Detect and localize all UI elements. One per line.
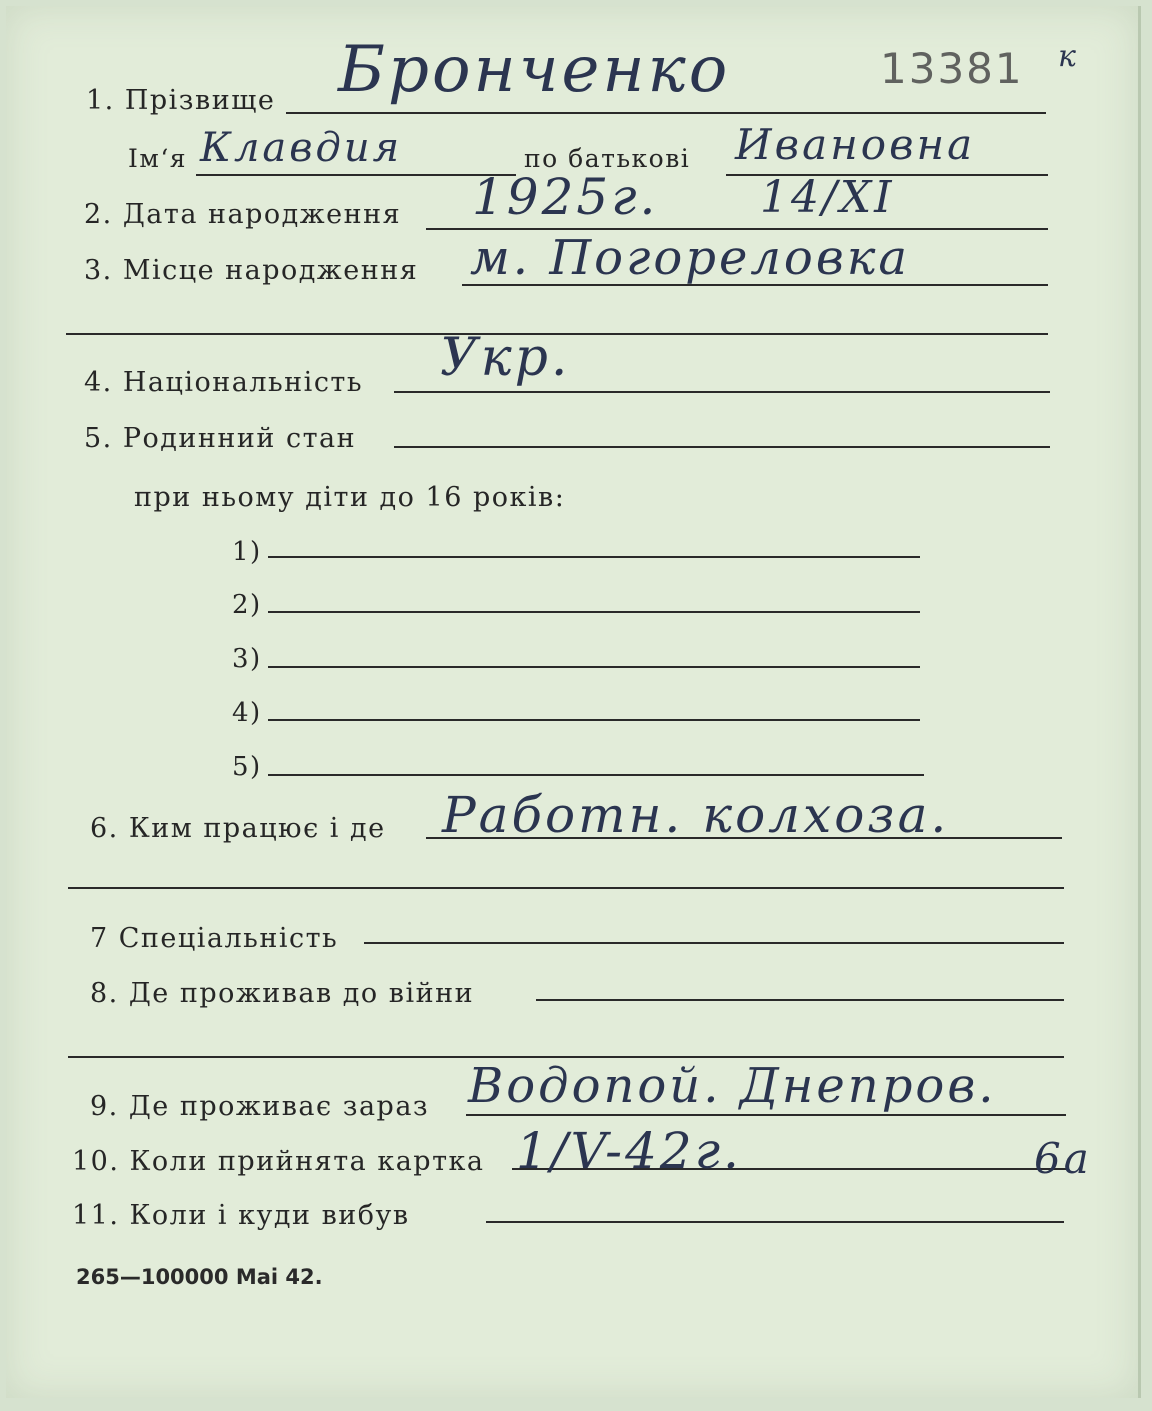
birth-year-value: 1925г. bbox=[472, 168, 659, 226]
card-number-suffix: к bbox=[1058, 39, 1079, 74]
marital-status-label: 5. Родинний стан bbox=[84, 423, 357, 454]
specialty-line bbox=[364, 942, 1064, 944]
departed-line bbox=[486, 1221, 1064, 1223]
first-name-line bbox=[196, 174, 516, 176]
surname-label: 1. Прізвище bbox=[86, 85, 276, 116]
child-5-label: 5) bbox=[232, 752, 262, 782]
birth-date-label: 2. Дата народження bbox=[84, 199, 402, 230]
child-2-label: 2) bbox=[232, 590, 262, 620]
current-residence-value: Водопой. Днепров. bbox=[468, 1058, 997, 1114]
current-residence-line bbox=[466, 1114, 1066, 1116]
birth-place-label: 3. Місце народження bbox=[84, 255, 419, 286]
departed-label: 11. Коли і куди вибув bbox=[72, 1200, 410, 1231]
patronymic-value: Ивановна bbox=[735, 120, 976, 169]
prewar-residence-line bbox=[536, 999, 1064, 1001]
surname-line bbox=[286, 112, 1046, 114]
work-line-2 bbox=[68, 887, 1064, 889]
card-mark-value: 6а bbox=[1034, 1134, 1092, 1183]
birth-day-value: 14/XI bbox=[760, 172, 895, 223]
child-3-line bbox=[268, 666, 920, 668]
nationality-label: 4. Національність bbox=[84, 367, 364, 398]
marital-status-line bbox=[394, 446, 1050, 448]
nationality-value: Укр. bbox=[440, 328, 571, 388]
card-accepted-value: 1/V-42г. bbox=[516, 1122, 742, 1180]
prewar-residence-label: 8. Де проживав до війни bbox=[90, 978, 475, 1009]
child-3-label: 3) bbox=[232, 644, 262, 674]
patronymic-label: по батькові bbox=[524, 144, 691, 173]
nationality-line bbox=[394, 391, 1050, 393]
specialty-label: 7 Спеціальність bbox=[90, 923, 339, 954]
child-5-line bbox=[268, 774, 924, 776]
current-residence-label: 9. Де проживає зараз bbox=[90, 1091, 430, 1122]
first-name-value: Клавдия bbox=[200, 125, 403, 171]
children-label: при ньому діти до 16 років: bbox=[134, 482, 566, 513]
first-name-label: Ім‘я bbox=[128, 144, 188, 173]
surname-value: Бронченко bbox=[338, 33, 731, 107]
print-code: 265—100000 Mai 42. bbox=[76, 1265, 323, 1289]
birth-place-value: м. Погореловка bbox=[470, 230, 911, 286]
work-label: 6. Ким працює і де bbox=[90, 813, 386, 844]
card-number: 13381 bbox=[880, 44, 1024, 93]
work-value: Работн. колхоза. bbox=[442, 786, 950, 844]
child-2-line bbox=[268, 611, 920, 613]
child-4-line bbox=[268, 719, 920, 721]
child-1-line bbox=[268, 556, 920, 558]
child-4-label: 4) bbox=[232, 698, 262, 728]
card-accepted-label: 10. Коли прийнята картка bbox=[72, 1146, 485, 1177]
child-1-label: 1) bbox=[232, 537, 262, 567]
